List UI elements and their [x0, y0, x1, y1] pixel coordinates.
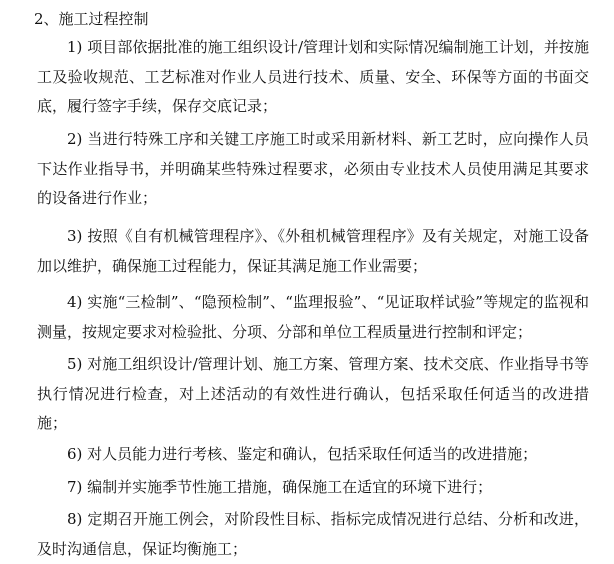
paragraph-7: 7) 编制并实施季节性施工措施，确保施工在适宜的环境下进行； — [67, 478, 493, 496]
paragraph-6: 6) 对人员能力进行考核、鉴定和确认，包括采取任何适当的改进措施； — [67, 445, 538, 463]
paragraph-8: 8) 定期召开施工例会，对阶段性目标、指标完成情况进行总结、分析和改进，及时沟通信息，保证均衡施工； — [37, 510, 589, 558]
paragraph-1: 1) 项目部依据批准的施工组织设计/管理计划和实际情况编制施工计划，并按施工及验收规范、工艺标准对作业人员进行技术、质量、安全、环保等方面的书面交底，履行签字手续，保存交底记录； — [37, 38, 589, 116]
section-heading: 2、施工过程控制 — [34, 10, 149, 28]
paragraph-2: 2) 当进行特殊工序和关键工序施工时或采用新材料、新工艺时，应向操作人员下达作业指导书，并明确某些特殊过程要求，必须由专业技术人员使用满足其要求的设备进行作业； — [37, 130, 589, 208]
paragraph-3: 3) 按照《自有机械管理程序》、《外租机械管理程序》及有关规定，对施工设备加以维护，确保施工过程能力，保证其满足施工作业需要； — [37, 227, 589, 275]
paragraph-5: 5) 对施工组织设计/管理计划、施工方案、管理方案、技术交底、作业指导书等执行情况进行检查，对上述活动的有效性进行确认，包括采取任何适当的改进措施； — [37, 355, 589, 433]
paragraph-4: 4) 实施“三检制”、“隐预检制”、“监理报验”、“见证取样试验”等规定的监视和测量，按规定要求对检验批、分项、分部和单位工程质量进行控制和评定； — [37, 293, 589, 341]
